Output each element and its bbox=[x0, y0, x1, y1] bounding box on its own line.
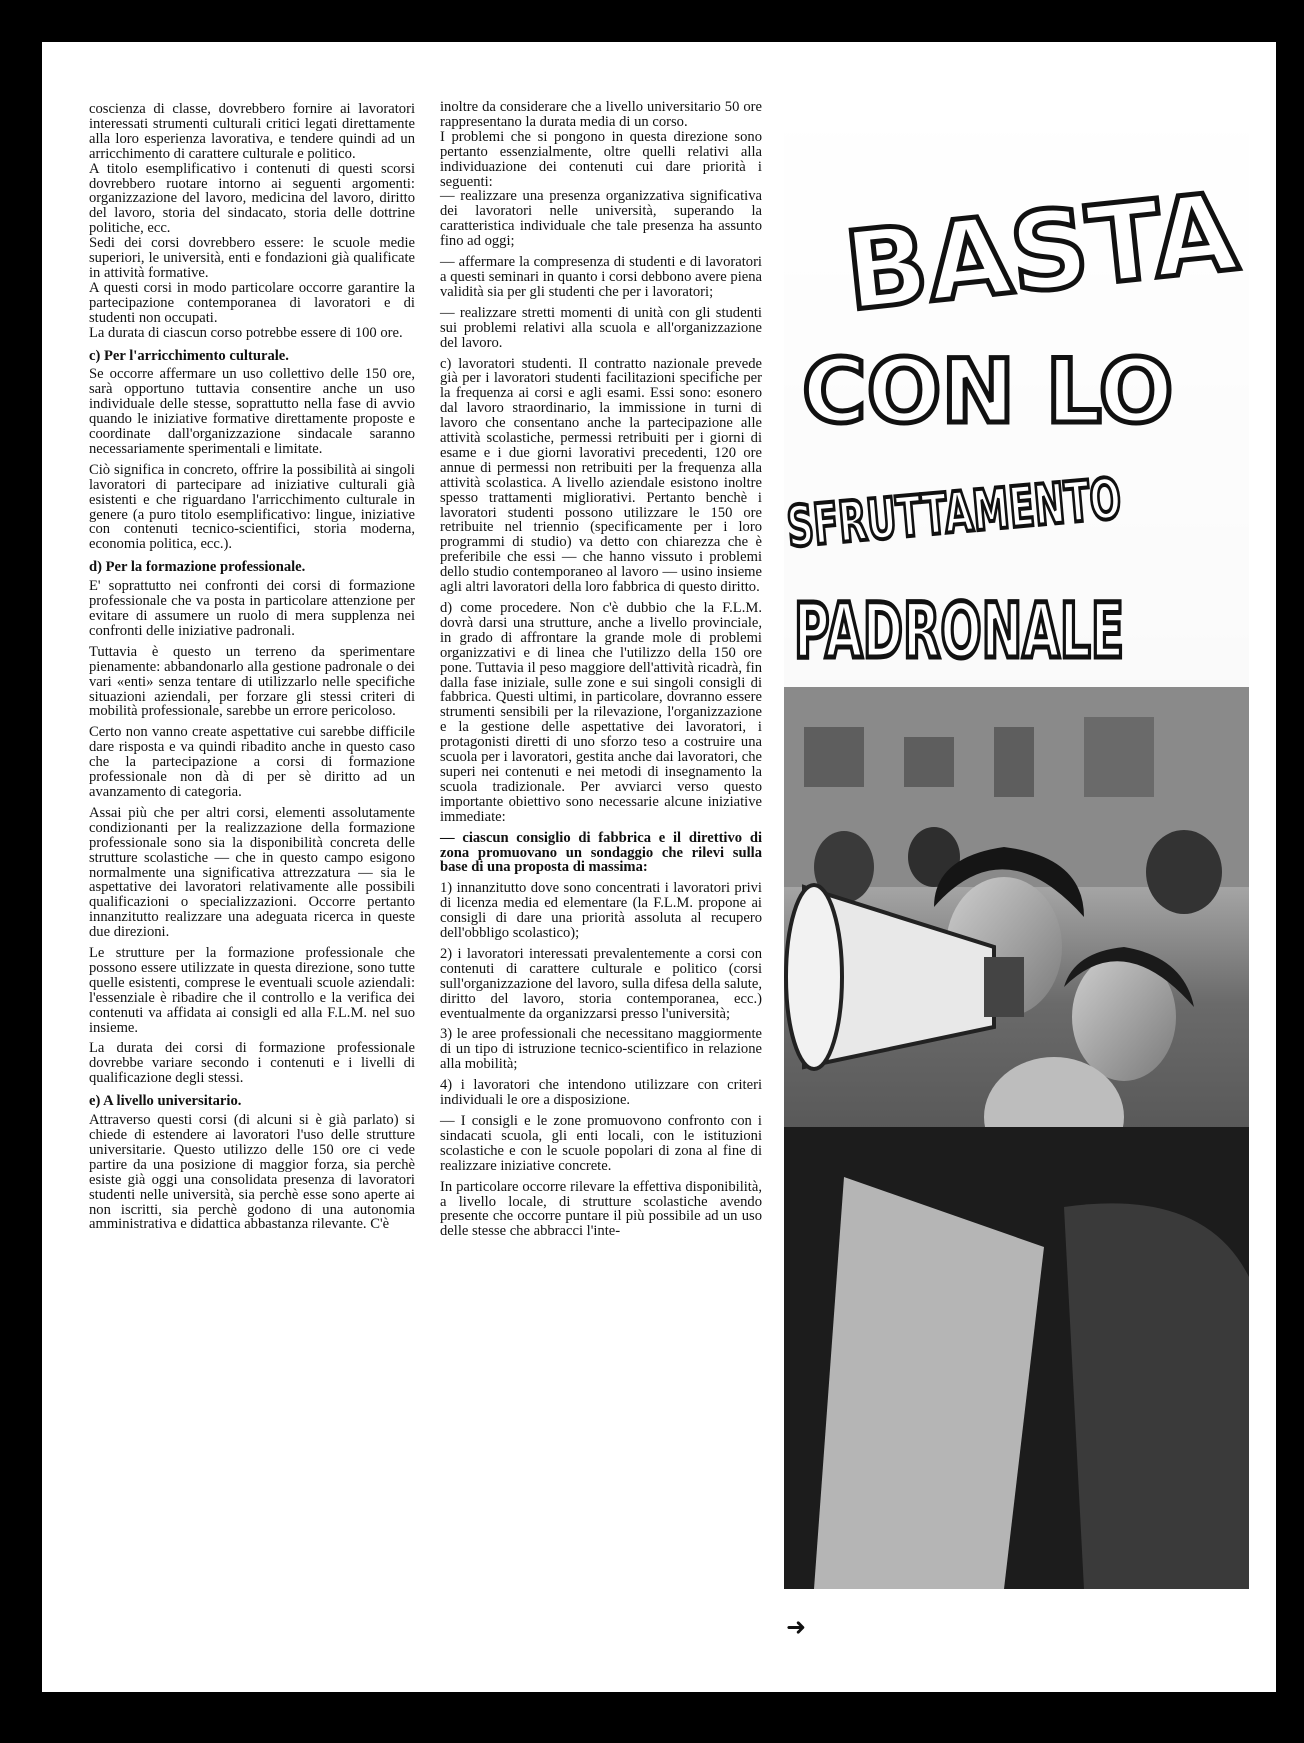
sign-text-con-lo: CON LO bbox=[802, 340, 1174, 443]
sign-text-sfruttamento: SFRUTTAMENTO bbox=[784, 451, 1299, 561]
paragraph: — affermare la compresenza di studenti e di lavoratori a questi seminari in quanto i corsi debbono avere piena validità sia per gli studenti che per i lavoratori; bbox=[440, 254, 762, 300]
paragraph: — realizzare una presenza organizzativa significativa dei lavoratori nelle università, superando la caratteristica individuale che tale presenza ha assunto fino ad oggi; bbox=[440, 188, 762, 250]
paragraph: Attraverso questi corsi (di alcuni si è già parlato) si chiede di estendere ai lavoratori l'uso delle strutture universitarie. Questo utilizzo delle 150 ore ci vede partire da una posizione di maggior forza, sia perchè esiste già oggi una consolidata presenza di lavoratori studenti nelle università, sia perchè esse sono aperte ai non iscritti, sia perchè godono di una autonomia amministrativa e didattica abbastanza rilevante. C'è bbox=[89, 1112, 415, 1233]
paragraph: coscienza di classe, dovrebbero fornire ai lavoratori interessati strumenti culturali critici legati direttamente alla loro esperienza lavorativa, e tendere quindi ad un arricchimento di carattere culturale e politico. bbox=[89, 101, 415, 162]
paragraph: — I consigli e le zone promuovono confronto con i sindacati scuola, gli enti locali, con le istituzioni scolastiche e con le scuole popolari di zona al fine di realizzare iniziative concrete. bbox=[440, 1113, 762, 1174]
section-heading: e) A livello universitario. bbox=[89, 1093, 242, 1110]
paragraph: E' soprattutto nei confronti dei corsi di formazione professionale che va posta in particolare attenzione per evitare di assumere un ruolo di mera supplenza nei confronti delle iniziative padronali. bbox=[89, 578, 415, 639]
section-heading: c) Per l'arricchimento culturale. bbox=[89, 347, 289, 364]
paragraph: 1) innanzitutto dove sono concentrati i lavoratori privi di licenza media ed elementare (la F.L.M. propone ai consigli di dare una priorità assoluta al recupero dell'obbligo scolastico); bbox=[440, 880, 762, 942]
continue-arrow-icon: ➜ bbox=[786, 1613, 807, 1641]
paragraph: 2) i lavoratori interessati prevalentemente a corsi con contenuti di carattere culturale e politico (corsi sull'organizzazione del lavoro, sulla difesa della salute, diritto del lavoro, storia contemporanea, ecc.) eventualmente da organizzarsi presso l'università; bbox=[440, 945, 762, 1022]
paragraph: I problemi che si pongono in questa direzione sono pertanto essenzialmente, oltre quelli relativi alla individuazione dei contenuti cui dare priorità i seguenti: bbox=[440, 128, 762, 190]
paragraph: La durata dei corsi di formazione professionale dovrebbe variare secondo i contenuti e i livelli di qualificazione degli stessi. bbox=[89, 1040, 415, 1087]
paragraph: Assai più che per altri corsi, elementi assolutamente condizionanti per la realizzazione della formazione professionale sono sia la disponibilità concreta delle strutture scolastiche — che in questo campo esigono normalmente una significativa attrezzatura — sia le aspettative dei lavoratori relativamente alle possibili qualificazioni o specializzazioni. Occorre pertanto innanzitutto realizzare una adeguata ricerca in queste due direzioni. bbox=[89, 804, 415, 941]
paragraph: La durata di ciascun corso potrebbe essere di 100 ore. bbox=[89, 324, 403, 341]
paragraph: In particolare occorre rilevare la effettiva disponibilità, a livello locale, di strutture scolastiche avendo presente che occorre puntare il più possibile ad un uso delle stesse che abbracci l'inte- bbox=[440, 1178, 762, 1240]
text-column-middle bbox=[440, 100, 762, 1245]
text-column-left bbox=[89, 102, 415, 1238]
paragraph: Sedi dei corsi dovrebbero essere: le scuole medie superiori, le università, enti e fondazioni già qualificate in attività formative. bbox=[89, 235, 415, 281]
paragraph: 3) le aree professionali che necessitano maggiormente di un tipo di istruzione tecnico-scientifico in relazione alla mobilità; bbox=[440, 1026, 762, 1073]
paragraph: A questi corsi in modo particolare occorre garantire la partecipazione contemporanea di lavoratori e di studenti non occupati. bbox=[89, 279, 415, 326]
protest-photo bbox=[784, 127, 1299, 1589]
paragraph: inoltre da considerare che a livello universitario 50 ore rappresentano la durata media di un corso. bbox=[440, 99, 762, 130]
paragraph: — ciascun consiglio di fabbrica e il direttivo di zona promuovano un sondaggio che rilevi sulla base di una proposta di massima: bbox=[440, 829, 762, 876]
sign-text-padronale: PADRONALE bbox=[794, 586, 1124, 675]
paragraph: Tuttavia è questo un terreno da sperimentare pienamente: abbandonarlo alla gestione padronale o dei vari «enti» senza tentare di utilizzarlo nelle specifiche situazioni aziendali, per forzare gli stessi criteri di mobilità professionale, sarebbe un errore pericoloso. bbox=[89, 643, 415, 720]
paragraph: Le strutture per la formazione professionale che possono essere utilizzate in questa direzione, sono tutte quelle esistenti, comprese le eventuali scuole aziendali: l'essenziale è ribadire che il controllo e la verifica dei contenuti va affidata ai consigli ed alla F.L.M. nel suo insieme. bbox=[89, 945, 415, 1036]
sign-text-basta: BASTA bbox=[839, 170, 1243, 336]
section-heading: d) Per la formazione professionale. bbox=[89, 559, 306, 576]
paragraph: c) lavoratori studenti. Il contratto nazionale prevede già per i lavoratori studenti facilitazioni specifiche per la frequenza ai corsi e agli esami. Essi sono: esonero dal lavoro straordinario, la immissione in turni di lavoro che consentano anche la partecipazione alle attività scolastiche, permessi retribuiti per i giorni di esame e i due giorni lavorativi precedenti, 120 ore annue di permessi non retribuiti per la frequenza alla attività scolastica. A livello aziendale esistono inoltre spesso trattamenti migliorativi. Pertanto benchè i lavoratori studenti possono utilizzare le 150 ore retribuite nel triennio (specificamente per i loro programmi di studio) va detto con chiarezza che è preferibile che essi — che hanno vissuto i problemi dello studio contemporaneo al lavoro — usino insieme agli altri lavoratori della loro fabbrica di questo diritto. bbox=[440, 355, 762, 596]
paragraph: — realizzare stretti momenti di unità con gli studenti sui problemi relativi alla scuola e all'organizzazione del lavoro. bbox=[440, 304, 762, 351]
paragraph: Se occorre affermare un uso collettivo delle 150 ore, sarà opportuno tuttavia consentire anche un uso individuale delle stesse, soprattutto nella fase di avvio quando le iniziative formative direttamente proposte e coordinate dall'organizzazione sindacale saranno necessariamente sperimentali e limitate. bbox=[89, 366, 415, 457]
paragraph: Certo non vanno create aspettative cui sarebbe difficile dare risposta e va quindi ribadito anche in questo caso che la partecipazione a corsi di formazione professionale non dà di per sè diritto ad un avanzamento di categoria. bbox=[89, 724, 415, 800]
paragraph: A titolo esemplificativo i contenuti di questi scorsi dovrebbero ruotare intorno ai seguenti argomenti: organizzazione del lavoro, medicina del lavoro, diritto del lavoro, storia del sindacato, storia delle dottrine politiche, ecc. bbox=[89, 160, 415, 237]
paragraph: Ciò significa in concreto, offrire la possibilità ai singoli lavoratori di partecipare ad iniziative culturali già esistenti e che riguardano l'arricchimento culturale in genere (a puro titolo esemplificativo: lingue, iniziative con contenuti tecnico-scientifici, storia moderna, economia politica, ecc.). bbox=[89, 461, 415, 553]
magazine-page bbox=[42, 42, 1299, 1692]
paragraph: 4) i lavoratori che intendono utilizzare con criteri individuali le ore a disposizione. bbox=[440, 1077, 762, 1109]
paragraph: d) come procedere. Non c'è dubbio che la F.L.M. dovrà darsi una strutture, anche a livello provinciale, in grado di affrontare la grande mole di problemi organizzativi e di linea che l'utilizzo della 150 ore pone. Tuttavia il peso maggiore dell'attività ricadrà, fin dalla fase iniziale, sulle zone e sui singoli consigli di fabbrica. Questi ultimi, in particolare, dovranno essere strumenti sensibili per la rilevazione, l'organizzazione e la gestione delle aspettative dei lavoratori, i protagonisti diretti di uno sforzo teso a costruire una scuola per i lavoratori, gestita anche dai lavoratori, che superi nei contenuti e nei metodi di insegnamento la scuola tradizionale. Per avviarci verso questo importante obiettivo sono necessarie alcune iniziative immediate: bbox=[440, 600, 762, 825]
